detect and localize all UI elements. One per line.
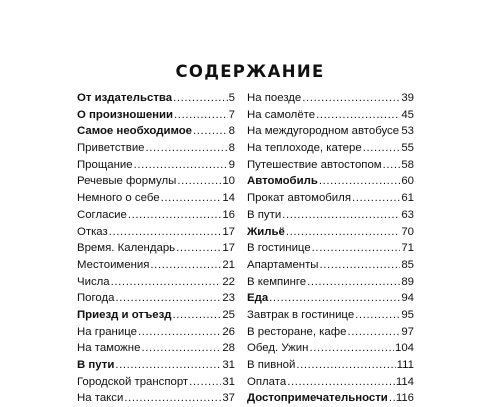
toc-entry-page: 89 bbox=[401, 274, 414, 291]
toc-entry bbox=[247, 157, 414, 174]
toc-entry bbox=[247, 340, 414, 357]
toc-entry-page: 9 bbox=[229, 157, 235, 174]
toc-right-column bbox=[247, 90, 414, 407]
toc-entry bbox=[77, 90, 235, 107]
toc-dot-leader bbox=[389, 390, 395, 407]
toc-entry-label: На междугородном автобусе bbox=[247, 123, 399, 140]
toc-entry bbox=[77, 324, 235, 341]
toc-entry-page: 37 bbox=[222, 390, 235, 407]
toc-entry bbox=[77, 257, 235, 274]
toc-entry bbox=[77, 207, 235, 224]
toc-dot-leader bbox=[287, 374, 395, 391]
toc-dot-leader bbox=[115, 357, 221, 374]
toc-entry-page: 5 bbox=[229, 90, 235, 107]
toc-entry-page: 17 bbox=[222, 240, 235, 257]
toc-entry bbox=[77, 173, 235, 190]
toc-entry-label: Самое необходимое bbox=[77, 123, 192, 140]
toc-entry-page: 63 bbox=[401, 207, 414, 224]
toc-entry-label: На самолёте bbox=[247, 107, 315, 124]
toc-entry-page: 26 bbox=[222, 324, 235, 341]
toc-entry-page: 94 bbox=[401, 290, 414, 307]
toc-entry bbox=[247, 173, 414, 190]
toc-dot-leader bbox=[352, 190, 400, 207]
toc-entry-label: От издательства bbox=[77, 90, 172, 107]
toc-entry bbox=[77, 224, 235, 241]
toc-entry-page: 60 bbox=[401, 173, 414, 190]
toc-entry-page: 104 bbox=[395, 340, 414, 357]
toc-entry bbox=[77, 390, 235, 407]
toc-entry bbox=[77, 307, 235, 324]
toc-entry-label: Жильё bbox=[247, 224, 285, 241]
toc-entry-page: 21 bbox=[222, 257, 235, 274]
toc-dot-leader bbox=[150, 257, 221, 274]
toc-entry-label: На теплоходе, катере bbox=[247, 140, 362, 157]
toc-dot-leader bbox=[109, 224, 222, 241]
toc-entry-page: 71 bbox=[401, 240, 414, 257]
toc-entry bbox=[247, 357, 414, 374]
toc-entry bbox=[247, 324, 414, 341]
toc-entry-page: 114 bbox=[396, 374, 414, 391]
toc-entry-page: 17 bbox=[222, 224, 235, 241]
toc-dot-leader bbox=[312, 240, 401, 257]
toc-dot-leader bbox=[138, 324, 221, 341]
toc-entry bbox=[77, 374, 235, 391]
toc-dot-leader bbox=[141, 340, 221, 357]
toc-entry-page: 95 bbox=[401, 307, 414, 324]
toc-dot-leader bbox=[302, 90, 400, 107]
toc-entry bbox=[77, 340, 235, 357]
toc-entry-label: Приезд и отъезд bbox=[77, 307, 172, 324]
toc-entry-page: 31 bbox=[222, 374, 235, 391]
toc-dot-leader bbox=[269, 290, 400, 307]
page-title: СОДЕРЖАНИЕ bbox=[0, 62, 500, 81]
toc-entry-page: 14 bbox=[222, 190, 235, 207]
toc-dot-leader bbox=[146, 140, 228, 157]
toc-dot-leader bbox=[286, 224, 400, 241]
toc-entry bbox=[247, 290, 414, 307]
toc-entry-page: 53 bbox=[401, 123, 414, 140]
toc-entry-page: 61 bbox=[401, 190, 414, 207]
toc-entry-label: Апартаменты bbox=[247, 257, 318, 274]
toc-entry-label: Время. Календарь bbox=[77, 240, 175, 257]
toc-entry-page: 85 bbox=[401, 257, 414, 274]
toc-dot-leader bbox=[134, 157, 228, 174]
toc-dot-leader bbox=[116, 290, 222, 307]
toc-entry-label: В пути bbox=[77, 357, 114, 374]
toc-dot-leader bbox=[347, 324, 400, 341]
toc-entry bbox=[247, 123, 414, 140]
toc-entry-label: На поезде bbox=[247, 90, 301, 107]
toc-entry bbox=[247, 224, 414, 241]
toc-dot-leader bbox=[128, 207, 221, 224]
toc-entry-label: В кемпинге bbox=[247, 274, 306, 291]
toc-dot-leader bbox=[355, 307, 400, 324]
toc-entry-label: Погода bbox=[77, 290, 115, 307]
toc-entry-label: Прощание bbox=[77, 157, 133, 174]
toc-entry-page: 55 bbox=[401, 140, 414, 157]
toc-entry bbox=[77, 357, 235, 374]
toc-entry-page: 23 bbox=[222, 290, 235, 307]
toc-entry bbox=[247, 207, 414, 224]
toc-entry-page: 10 bbox=[222, 173, 235, 190]
toc-dot-leader bbox=[296, 357, 395, 374]
toc-entry bbox=[77, 274, 235, 291]
toc-entry-page: 58 bbox=[401, 157, 414, 174]
toc-entry-label: В пивной bbox=[247, 357, 295, 374]
toc-entry bbox=[247, 257, 414, 274]
toc-dot-leader bbox=[363, 140, 401, 157]
toc-entry bbox=[247, 140, 414, 157]
toc-dot-leader bbox=[189, 374, 221, 391]
toc-dot-leader bbox=[176, 240, 221, 257]
toc-entry-label: Обед. Ужин bbox=[247, 340, 308, 357]
toc-entry-label: Оплата bbox=[247, 374, 286, 391]
toc-entry bbox=[247, 240, 414, 257]
toc-entry-label: Местоимения bbox=[77, 257, 149, 274]
toc-entry-label: Городской транспорт bbox=[77, 374, 188, 391]
toc-entry-page: 8 bbox=[229, 140, 235, 157]
toc-dot-leader bbox=[319, 173, 401, 190]
toc-entry bbox=[247, 374, 414, 391]
toc-dot-leader bbox=[307, 274, 400, 291]
toc-entry-page: 45 bbox=[401, 107, 414, 124]
toc-dot-leader bbox=[193, 123, 228, 140]
toc-entry-label: Прокат автомобиля bbox=[247, 190, 351, 207]
toc-dot-leader bbox=[174, 107, 228, 124]
toc-entry-page: 22 bbox=[222, 274, 235, 291]
toc-entry bbox=[77, 157, 235, 174]
toc-entry bbox=[77, 190, 235, 207]
toc-entry-page: 28 bbox=[222, 340, 235, 357]
toc-dot-leader bbox=[124, 390, 221, 407]
toc-entry-page: 70 bbox=[401, 224, 414, 241]
toc-entry-label: Немного о себе bbox=[77, 190, 160, 207]
toc-entry-label: Речевые формулы bbox=[77, 173, 176, 190]
toc-dot-leader bbox=[173, 90, 228, 107]
toc-entry bbox=[77, 140, 235, 157]
toc-dot-leader bbox=[282, 207, 400, 224]
toc-dot-leader bbox=[316, 107, 400, 124]
toc-entry-page: 25 bbox=[222, 307, 235, 324]
toc-entry-label: На границе bbox=[77, 324, 137, 341]
toc-entry-label: Отказ bbox=[77, 224, 108, 241]
toc-entry-label: Завтрак в гостинице bbox=[247, 307, 354, 324]
toc-entry bbox=[77, 290, 235, 307]
toc-entry bbox=[247, 274, 414, 291]
toc-entry-label: О произношении bbox=[77, 107, 173, 124]
toc-entry-label: В гостинице bbox=[247, 240, 311, 257]
toc-entry-page: 7 bbox=[229, 107, 235, 124]
toc-entry-label: В пути bbox=[247, 207, 281, 224]
toc-dot-leader bbox=[177, 173, 221, 190]
toc-entry bbox=[247, 390, 414, 407]
toc-dot-leader bbox=[111, 274, 222, 291]
toc-entry-page: 31 bbox=[222, 357, 235, 374]
toc-entry bbox=[77, 240, 235, 257]
toc-entry-page: 116 bbox=[396, 390, 414, 407]
toc-entry-page: 16 bbox=[222, 207, 235, 224]
toc-entry-label: Числа bbox=[77, 274, 110, 291]
toc-entry-page: 111 bbox=[397, 357, 414, 374]
toc-entry-label: Достопримечательности bbox=[247, 390, 388, 407]
toc-entry-page: 39 bbox=[401, 90, 414, 107]
toc-entry-page: 8 bbox=[229, 123, 235, 140]
toc-dot-leader bbox=[383, 157, 401, 174]
toc-dot-leader bbox=[309, 340, 394, 357]
toc-entry-label: Автомобиль bbox=[247, 173, 318, 190]
toc-entry-label: В ресторане, кафе bbox=[247, 324, 346, 341]
toc-entry bbox=[77, 107, 235, 124]
toc-entry-label: Путешествие автостопом bbox=[247, 157, 382, 174]
toc-entry-label: На таможне bbox=[77, 340, 140, 357]
toc-dot-leader bbox=[173, 307, 222, 324]
toc-entry-page: 97 bbox=[401, 324, 414, 341]
toc-dot-leader bbox=[161, 190, 222, 207]
toc-entry bbox=[247, 90, 414, 107]
toc-entry bbox=[247, 307, 414, 324]
toc-entry-label: Приветствие bbox=[77, 140, 145, 157]
toc-entry-label: Еда bbox=[247, 290, 268, 307]
toc-dot-leader bbox=[319, 257, 400, 274]
toc-entry bbox=[77, 123, 235, 140]
toc-entry-label: Согласие bbox=[77, 207, 127, 224]
toc-entry bbox=[247, 107, 414, 124]
toc-left-column bbox=[77, 90, 235, 407]
toc-entry bbox=[247, 190, 414, 207]
toc-entry-label: На такси bbox=[77, 390, 123, 407]
